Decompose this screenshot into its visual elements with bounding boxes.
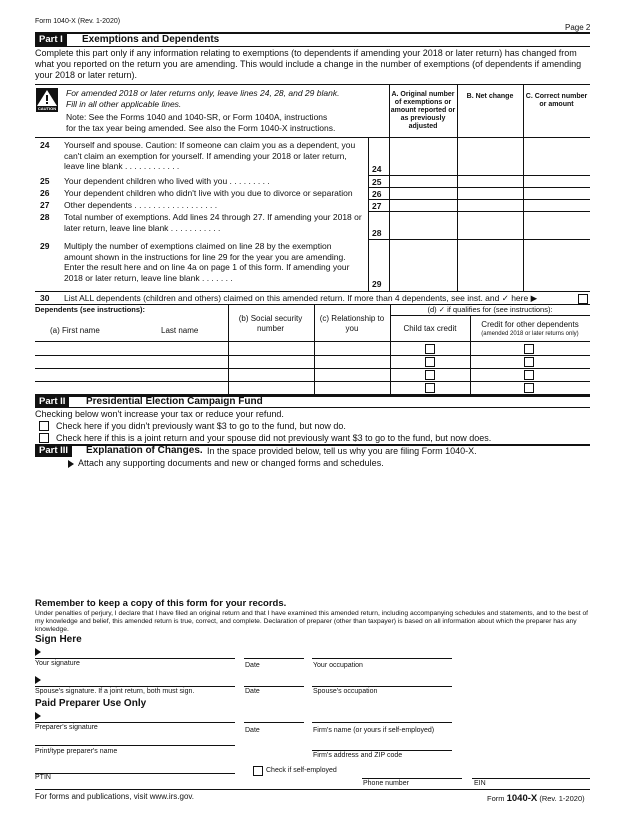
child-tax-credit-checkbox[interactable] [425, 383, 435, 393]
paid-preparer-heading: Paid Preparer Use Only [35, 698, 147, 709]
dep-col-a-last: Last name [161, 326, 199, 335]
spouse-signature-field[interactable] [35, 674, 235, 686]
other-dependents-credit-checkbox[interactable] [524, 344, 534, 354]
your-signature-field[interactable] [35, 646, 235, 658]
part3-label: Part III [35, 444, 72, 457]
note-line4: for the tax year being amended. See also the Form 1040-X instructions. [66, 123, 336, 133]
part1-title: Exemptions and Dependents [82, 34, 220, 45]
footer-left: For forms and publications, visit www.irs.gov. [35, 792, 195, 801]
footer-form-rev: (Rev. 1-2020) [537, 794, 585, 803]
part3-title-rest: In the space provided below, tell us why you are filing Form 1040-X. [207, 446, 477, 456]
note-line2: Fill in all other applicable lines. [66, 99, 182, 109]
caution-icon [36, 88, 58, 112]
part2-label: Part II [35, 395, 69, 408]
preparer-signature-label: Preparer's signature [35, 724, 98, 731]
dependents-heading: Dependents (see instructions): [35, 305, 146, 314]
part1-intro: Complete this part only if any information relating to exemptions (to dependents if amending your 2018 or later return) has changed from what you reported on the return you are amending. This would include a change in the number of exemptions (of dependents if amending your 2018 or later return). [35, 48, 582, 80]
penalties-text: Under penalties of perjury, I declare that I have filed an original return and that I have examined this amended return, including accompanying schedules and statements, and to the best of my knowledge and belief, this amended return is true, correct, and complete. Declaration of preparer (other than taxpayer) is based on all information about which the preparer has any knowledge. [35, 610, 589, 633]
self-employed-label: Check if self-employed [266, 767, 337, 774]
line-24-text: Yourself and spouse. Caution: If someone can claim you as a dependent, you can't claim an exemption for yourself. If amending your 2018 or later return, leave line blank . . . . . . . . . . . . [64, 140, 356, 171]
explanation-area[interactable] [35, 472, 590, 592]
line-26-num: 26 [40, 188, 50, 198]
phone-label: Phone number [363, 780, 409, 787]
line-25-box: 25 [372, 177, 382, 187]
line-25-num: 25 [40, 176, 50, 186]
line-25-text: Your dependent children who lived with you . . . . . . . . . [64, 176, 270, 186]
col-a-header: A. Original number of exemptions or amount reported or as previously adjusted [390, 91, 456, 130]
campaign-fund-spouse-checkbox[interactable] [39, 433, 49, 443]
campaign-fund-self-checkbox[interactable] [39, 421, 49, 431]
ptin-label: PTIN [35, 774, 51, 781]
part2-title: Presidential Election Campaign Fund [86, 396, 263, 407]
spouse-occupation-label: Spouse's occupation [313, 688, 378, 695]
dep-col-d2-sub: (amended 2018 or later returns only) [481, 331, 579, 337]
your-signature-label: Your signature [35, 660, 80, 667]
line-26-box: 26 [372, 189, 382, 199]
col-c-header: C. Correct number or amount [525, 93, 588, 108]
note-line1: For amended 2018 or later returns only, leave lines 24, 28, and 29 blank. [66, 88, 340, 98]
line-30-num: 30 [40, 293, 50, 303]
footer-right [487, 793, 585, 804]
line-29-num: 29 [40, 241, 50, 251]
line-27-num: 27 [40, 200, 50, 210]
dep-col-b: (b) Social security number [238, 314, 303, 333]
child-tax-credit-checkbox[interactable] [425, 357, 435, 367]
part2-check1: Check here if you didn't previously want $3 to go to the fund, but now do. [56, 421, 346, 431]
other-dependents-credit-checkbox[interactable] [524, 357, 534, 367]
firm-address-label: Firm's address and ZIP code [313, 752, 403, 759]
dep-col-d-header: (d) ✓ if qualifies for (see instructions): [427, 305, 553, 314]
line-27-text: Other dependents . . . . . . . . . . . . . . . . . . [64, 200, 218, 210]
line-29-text: Multiply the number of exemptions claimed on line 28 by the exemption amount shown in the instructions for line 29 for the year you are amending. Enter the result here and on line 4a on page 1 of this form. If amending your 2018 or later return, leave line blank . . . . . . . [64, 241, 350, 283]
firm-name-label: Firm's name (or yours if self-employed) [313, 727, 435, 734]
self-employed-checkbox[interactable] [253, 766, 263, 776]
spouse-signature-label: Spouse's signature. If a joint return, both must sign. [35, 688, 195, 695]
col-b-header: B. Net change [466, 93, 514, 100]
preparer-signature-field[interactable] [35, 710, 235, 722]
part3-attach: Attach any supporting documents and new or changed forms and schedules. [78, 458, 384, 468]
your-occupation-label: Your occupation [313, 662, 363, 669]
line-27-box: 27 [372, 201, 382, 211]
child-tax-credit-checkbox[interactable] [425, 370, 435, 380]
other-dependents-credit-checkbox[interactable] [524, 370, 534, 380]
line-29-box: 29 [372, 279, 382, 289]
line-28-box: 28 [372, 228, 382, 238]
ein-label: EIN [474, 780, 486, 787]
more-dependents-checkbox[interactable] [578, 294, 588, 304]
footer-form-number: 1040-X [506, 793, 538, 804]
part2-intro: Checking below won't increase your tax or reduce your refund. [35, 409, 284, 419]
dep-col-a-first: (a) First name [50, 326, 100, 335]
remember-note: Remember to keep a copy of this form for your records. [35, 598, 287, 609]
line-26-text: Your dependent children who didn't live with you due to divorce or separation [64, 188, 353, 198]
preparer-date-label: Date [245, 727, 260, 734]
line-24-num: 24 [40, 140, 50, 150]
date-label: Date [245, 662, 260, 669]
line-28-num: 28 [40, 212, 50, 222]
footer-form-prefix: Form [487, 794, 507, 803]
dep-col-d2: Credit for other dependents [481, 320, 579, 329]
line-24-box: 24 [372, 164, 382, 174]
page-number: Page 2 [565, 23, 591, 32]
caution-word: CAUTION [37, 106, 57, 111]
print-name-label: Print/type preparer's name [35, 748, 118, 755]
spouse-date-label: Date [245, 688, 260, 695]
dep-col-d1: Child tax credit [403, 324, 457, 333]
dep-col-c: (c) Relationship to you [319, 314, 385, 333]
part3-title: Explanation of Changes. [86, 445, 203, 456]
note-line3: Note: See the Forms 1040 and 1040-SR, or Form 1040A, instructions [66, 112, 328, 122]
part1-label: Part I [35, 33, 67, 46]
other-dependents-credit-checkbox[interactable] [524, 383, 534, 393]
sign-here-heading: Sign Here [35, 634, 82, 645]
line-28-text: Total number of exemptions. Add lines 24 through 27. If amending your 2018 or later return, leave line blank . . . . . . . . . . . [64, 212, 362, 233]
attach-arrow-icon [68, 460, 74, 468]
form-id: Form 1040-X (Rev. 1-2020) [35, 18, 121, 25]
child-tax-credit-checkbox[interactable] [425, 344, 435, 354]
part2-check2: Check here if this is a joint return and your spouse did not previously want $3 to go to the fund, but now does. [56, 433, 492, 443]
line-30-text: List ALL dependents (children and others) claimed on this amended return. If more than 4 dependents, see inst. and ✓ here ▶ [64, 293, 538, 303]
